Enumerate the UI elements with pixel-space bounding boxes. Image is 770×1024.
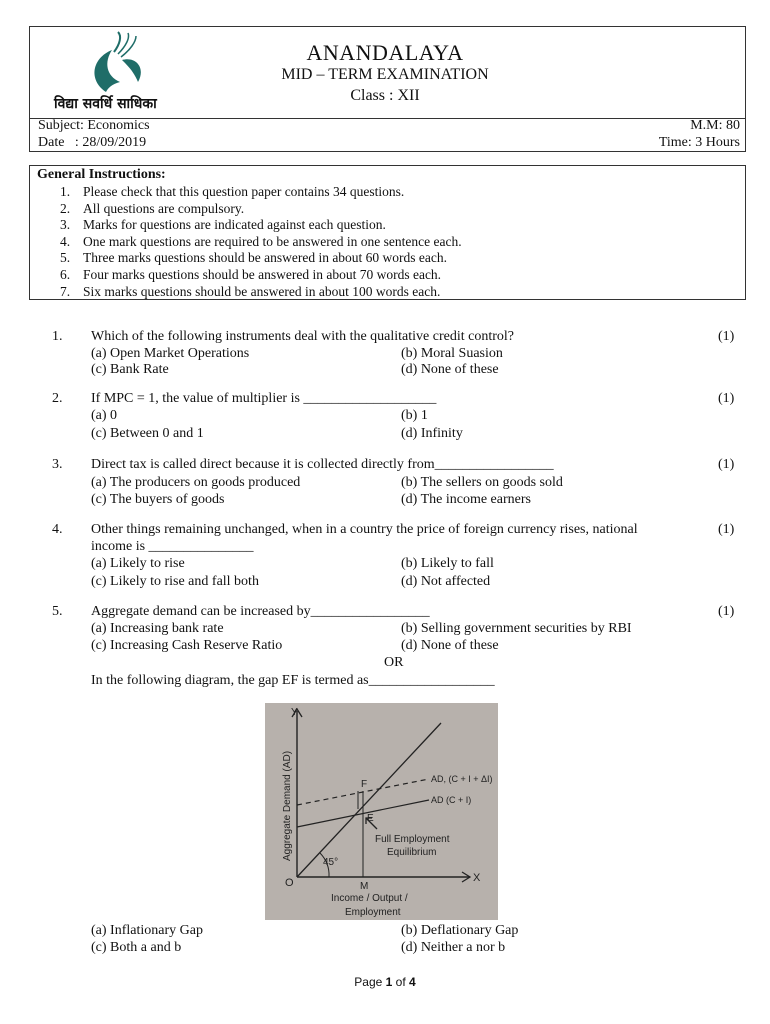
instruction-item: 3. Marks for questions are indicated against each question. — [60, 217, 386, 233]
or-separator: OR — [384, 655, 404, 670]
instruction-item: 2. All questions are compulsory. — [60, 200, 245, 216]
question-marks: (1) — [718, 604, 735, 619]
option-b: (b) Likely to fall — [401, 556, 494, 571]
instruction-item: 5. Three marks questions should be answered in about 60 words each. — [60, 250, 448, 266]
option-d: (d) None of these — [401, 362, 499, 377]
option-d: (d) Infinity — [401, 426, 463, 441]
school-logo-icon — [78, 30, 158, 94]
option-c: (c) The buyers of goods — [91, 492, 225, 507]
option-b: (b) Selling government securities by RBI — [401, 621, 632, 636]
total-pages: 4 — [409, 975, 416, 989]
alt-option-a: (a) Inflationary Gap — [91, 923, 203, 938]
option-a: (a) The producers on goods produced — [91, 475, 301, 490]
diagram-svg — [265, 703, 498, 920]
option-a: (a) Increasing bank rate — [91, 621, 224, 636]
option-d: (d) Not affected — [401, 574, 491, 589]
option-b: (b) 1 — [401, 408, 428, 423]
question-marks: (1) — [718, 391, 735, 406]
instructions-title: General Instructions: — [37, 167, 166, 182]
y-axis-label: Aggregate Demand (AD) — [282, 750, 293, 861]
point-e-label: E — [367, 813, 374, 824]
x-axis-letter: X — [473, 872, 481, 884]
question-number: 2. — [52, 391, 63, 406]
note-line-1: Full Employment — [375, 834, 450, 845]
option-a: (a) Open Market Operations — [91, 346, 250, 361]
exam-title: MID – TERM EXAMINATION — [281, 66, 489, 83]
instruction-item: 4. One mark questions are required to be answered in one sentence each. — [60, 233, 462, 249]
question-number: 5. — [52, 604, 63, 619]
question-text-continued: income is _______________ — [91, 539, 254, 554]
option-b: (b) Moral Suasion — [401, 346, 503, 361]
question-number: 1. — [52, 329, 63, 344]
option-a: (a) Likely to rise — [91, 556, 185, 571]
question-marks: (1) — [718, 522, 735, 537]
option-b: (b) The sellers on goods sold — [401, 475, 563, 490]
option-c: (c) Likely to rise and fall both — [91, 574, 259, 589]
class-line: Class : XII — [350, 87, 420, 104]
time-allowed: Time: 3 Hours — [658, 135, 740, 150]
option-c: (c) Bank Rate — [91, 362, 169, 377]
note-line-2: Equilibrium — [387, 847, 437, 858]
origin-label: O — [285, 877, 294, 889]
x-axis-label-2: Employment — [345, 907, 401, 918]
point-f-label: F — [361, 779, 368, 790]
option-c: (c) Increasing Cash Reserve Ratio — [91, 638, 283, 653]
current-page: 1 — [385, 975, 393, 989]
school-name: ANANDALAYA — [306, 40, 464, 65]
question-number: 3. — [52, 457, 63, 472]
question-text: Which of the following instruments deal with the qualitative credit control? — [91, 329, 514, 344]
school-motto: विद्या सवर्धि साधिका — [54, 96, 157, 112]
option-d: (d) The income earners — [401, 492, 531, 507]
instructions-list — [60, 184, 462, 300]
instruction-item: 6. Four marks questions should be answered in about 70 words each. — [60, 266, 442, 282]
aggregate-demand-diagram — [265, 703, 498, 920]
alternate-question-text: In the following diagram, the gap EF is termed as__________________ — [91, 673, 495, 688]
instruction-item: 7. Six marks questions should be answered in about 100 words each. — [60, 283, 441, 299]
question-marks: (1) — [718, 329, 735, 344]
option-d: (d) None of these — [401, 638, 499, 653]
ad-label: AD (C + I) — [431, 795, 472, 805]
question-text: Direct tax is called direct because it is collected directly from_________________ — [91, 457, 554, 472]
question-number: 4. — [52, 522, 63, 537]
instruction-item: 1. Please check that this question paper contains 34 questions. — [60, 184, 405, 199]
y-axis-letter: Y — [291, 707, 298, 718]
angle-label: 45° — [323, 857, 339, 868]
max-marks: M.M: 80 — [690, 118, 740, 133]
question-marks: (1) — [718, 457, 735, 472]
date-line: Date : 28/09/2019 — [38, 135, 147, 150]
question-text: If MPC = 1, the value of multiplier is ___________________ — [91, 391, 437, 406]
question-text: Aggregate demand can be increased by_________________ — [91, 604, 430, 619]
alt-option-c: (c) Both a and b — [91, 940, 182, 955]
point-m-label: M — [360, 881, 369, 892]
option-c: (c) Between 0 and 1 — [91, 426, 204, 441]
question-text: Other things remaining unchanged, when in a country the price of foreign currency rises, national — [91, 522, 638, 537]
option-a: (a) 0 — [91, 408, 118, 423]
ad1-label: AD, (C + I + ΔI) — [431, 774, 493, 784]
alt-option-d: (d) Neither a nor b — [401, 940, 506, 955]
subject-line: Subject: Economics — [38, 118, 150, 133]
alt-option-b: (b) Deflationary Gap — [401, 923, 519, 938]
x-axis-label-1: Income / Output / — [331, 893, 408, 904]
page-footer: Page 1 of 4 — [354, 975, 416, 989]
